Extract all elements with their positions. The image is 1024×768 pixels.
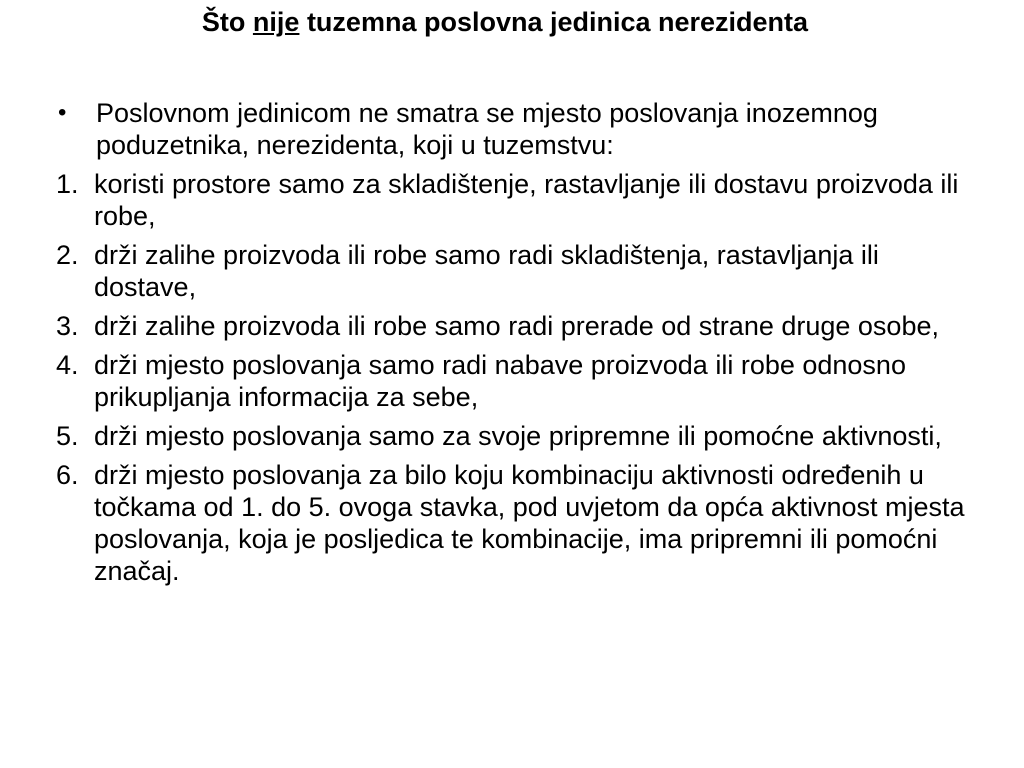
list-item — [56, 310, 976, 342]
list-item-number: 3. — [56, 311, 79, 341]
list-item-number: 2. — [56, 240, 79, 270]
list-item — [56, 349, 976, 413]
list-item — [56, 459, 976, 587]
title-prefix: Što — [201, 7, 253, 37]
bullet-icon: • — [58, 99, 67, 126]
intro-text: Poslovnom jedinicom ne smatra se mjesto poslovanja inozemnog poduzetnika, nerezidenta, koji u tuzemstvu: — [96, 98, 878, 160]
list-item-number: 4. — [56, 350, 79, 380]
list-item-number: 5. — [56, 421, 79, 451]
list-item-text: drži mjesto poslovanja za bilo koju kombinaciju aktivnosti određenih u točkama od 1. do 5. ovoga stavka, pod uvjetom da opća aktivnost mjesta poslovanja, koja je posljedica te kombinacije, ima pripremni ili pomoćni značaj. — [94, 460, 965, 586]
list-item — [56, 168, 976, 232]
list-item-number: 1. — [56, 169, 79, 199]
list-item-text: drži zalihe proizvoda ili robe samo radi skladištenja, rastavljanja ili dostave, — [94, 240, 879, 302]
list-item-number: 6. — [56, 460, 79, 490]
list-item-text: drži mjesto poslovanja samo radi nabave proizvoda ili robe odnosno prikupljanja informacija za sebe, — [94, 350, 906, 412]
content-list — [56, 97, 976, 594]
intro-bullet — [56, 97, 976, 161]
list-item-text: drži zalihe proizvoda ili robe samo radi prerade od strane druge osobe, — [94, 311, 939, 341]
slide-title — [0, 4, 1010, 40]
title-suffix: tuzemna poslovna jedinica nerezidenta — [299, 7, 809, 37]
list-item-text: koristi prostore samo za skladištenje, rastavljanje ili dostavu proizvoda ili robe, — [94, 169, 959, 231]
list-item — [56, 420, 976, 452]
list-item-text: drži mjesto poslovanja samo za svoje pripremne ili pomoćne aktivnosti, — [94, 421, 942, 451]
list-item — [56, 239, 976, 303]
title-underlined-word: nije — [252, 7, 300, 37]
